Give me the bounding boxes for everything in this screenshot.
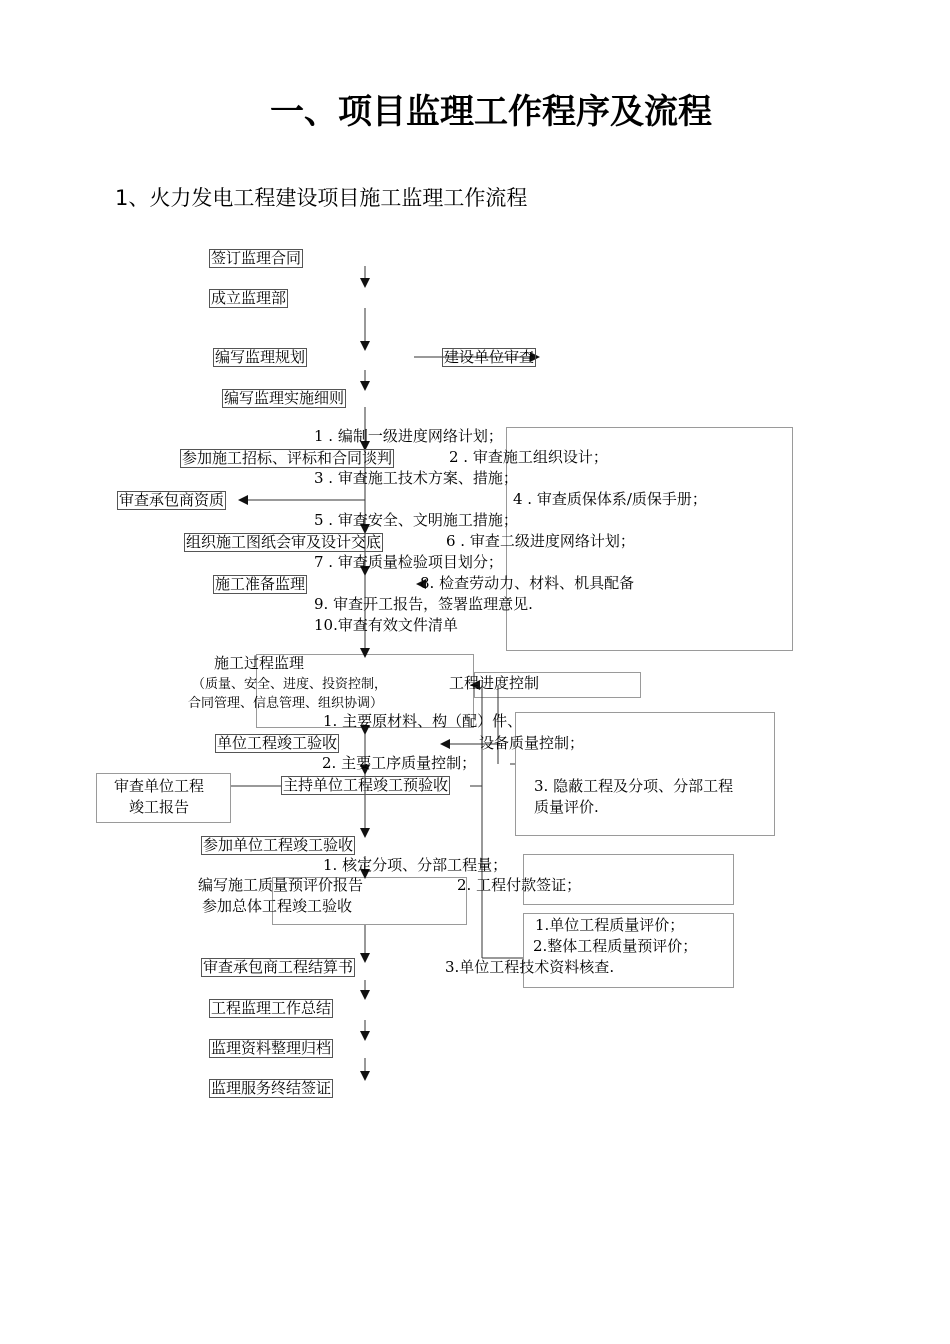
final-item-1: 1. 核定分项、分部工程量； bbox=[323, 856, 508, 874]
eval-item-3: 3.单位工程技术资料核查. bbox=[445, 958, 615, 976]
prep-item-9: 9. 审查开工报告，签署监理意见. bbox=[314, 595, 533, 613]
summary-box: 工程监理工作总结 bbox=[211, 999, 332, 1017]
prep-item-10: 10.审查有效文件清单 bbox=[314, 616, 458, 634]
drawing-review-box: 组织施工图纸会审及设计交底 bbox=[186, 533, 382, 551]
archive-box: 监理资料整理归档 bbox=[211, 1039, 332, 1057]
sign-contract-box: 签订监理合同 bbox=[211, 249, 302, 267]
section-title: 1、火力发电工程建设项目施工监理工作流程 bbox=[115, 186, 528, 210]
write-rules-box: 编写监理实施细则 bbox=[224, 389, 345, 407]
setup-dept-box: 成立监理部 bbox=[211, 289, 287, 307]
join-total-acceptance-label: 参加总体工程竣工验收 bbox=[202, 897, 353, 915]
quality-item-1b: 设备质量控制； bbox=[479, 734, 585, 752]
quality-item-1a: 1. 主要原材料、构（配）件、 bbox=[323, 712, 523, 730]
prep-item-5: 5 . 审查安全、文明施工措施； bbox=[314, 511, 518, 529]
process-scope-line2: 合同管理、信息管理、组织协调） bbox=[188, 696, 384, 711]
prep-supervision-box: 施工准备监理 bbox=[215, 575, 306, 593]
progress-control-label: 工程进度控制 bbox=[449, 674, 540, 692]
eval-item-1: 1.单位工程质量评价； bbox=[535, 916, 685, 934]
bidding-box: 参加施工招标、评标和合同谈判 bbox=[182, 449, 393, 467]
process-title: 施工过程监理 bbox=[214, 654, 305, 672]
eval-item-2: 2.整体工程质量预评价； bbox=[533, 937, 698, 955]
owner-review-box: 建设单位审查 bbox=[444, 348, 535, 366]
write-plan-box: 编写监理规划 bbox=[215, 348, 306, 366]
preacceptance-box: 主持单位工程竣工预验收 bbox=[283, 776, 449, 794]
process-scope-line1: （质量、安全、进度、投资控制， bbox=[192, 677, 388, 692]
prep-item-2: 2 . 审查施工组织设计； bbox=[449, 448, 608, 466]
review-settlement-box: 审查承包商工程结算书 bbox=[203, 958, 354, 976]
review-unit-report-text: 审查单位工程 竣工报告 bbox=[114, 777, 205, 816]
write-report-label: 编写施工质量预评价报告 bbox=[198, 876, 364, 894]
quality-item-3: 3. 隐蔽工程及分项、分部工程 质量评价. bbox=[534, 777, 734, 816]
close-sign-box: 监理服务终结签证 bbox=[211, 1079, 332, 1097]
prep-item-3: 3 . 审查施工技术方案、措施； bbox=[314, 469, 518, 487]
final-item-2: 2. 工程付款签证； bbox=[457, 876, 582, 894]
prep-item-6: 6 . 审查二级进度网络计划； bbox=[446, 532, 635, 550]
page-title: 一、项目监理工作程序及流程 bbox=[270, 92, 712, 132]
prep-item-8: 8. 检查劳动力、材料、机具配备 bbox=[420, 574, 635, 592]
prep-item-1: 1 . 编制一级进度网络计划； bbox=[314, 427, 503, 445]
join-acceptance-box: 参加单位工程竣工验收 bbox=[203, 836, 354, 854]
quality-item-2: 2. 主要工序质量控制； bbox=[322, 754, 477, 772]
unit-acceptance-box: 单位工程竣工验收 bbox=[217, 734, 338, 752]
review-qualification-box: 审查承包商资质 bbox=[119, 491, 225, 509]
prep-item-7: 7 . 审查质量检验项目划分； bbox=[314, 553, 503, 571]
prep-item-4: 4 . 审查质保体系/质保手册； bbox=[513, 490, 707, 508]
